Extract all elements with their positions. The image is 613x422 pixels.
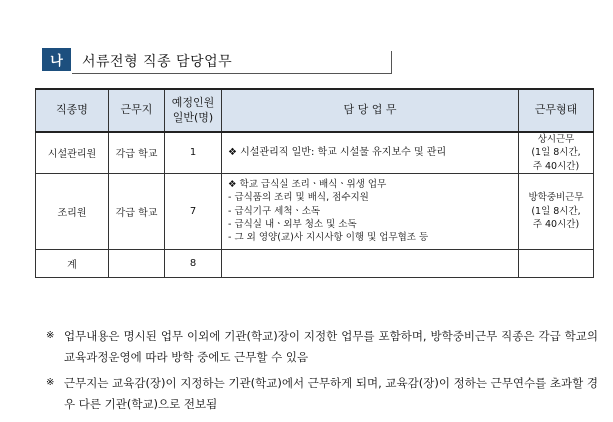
header-planned — [165, 89, 222, 132]
work-type-line: 주 40시간) — [532, 160, 580, 172]
duty-line: - 급식실 내ㆍ외부 청소 및 소독 — [228, 219, 357, 231]
cell-work-type — [519, 173, 594, 249]
header-planned-line2: 일반(명) — [172, 110, 214, 124]
section-title: 서류전형 직종 담당업무 — [82, 54, 233, 70]
note-text: 업무내용은 명시된 업무 이외에 기관(학교)장이 지정한 업무를 포함하며, 방학중비근무 직종은 각급 학교의 교육과정운영에 따라 방학 중에도 근무할 수 있음 — [64, 329, 598, 364]
note-mark: ※ — [46, 377, 55, 389]
work-type-line: (1일 8시간, — [531, 147, 581, 159]
cell-empty — [222, 249, 519, 277]
cell-location: 각급 학교 — [109, 173, 165, 249]
header-job: 직종명 — [36, 89, 109, 132]
work-type-line: (1일 8시간, — [531, 205, 581, 217]
cell-empty — [109, 249, 165, 277]
cell-work-type — [519, 132, 594, 173]
section-underline — [72, 73, 392, 74]
header-location: 근무지 — [109, 89, 165, 132]
duty-line: - 급식기구 세척ㆍ소독 — [228, 205, 321, 217]
duty-line: - 그 외 영양(교)사 지시사항 이행 및 업무협조 등 — [228, 232, 429, 244]
table-total-row — [36, 249, 594, 277]
note-text: 근무지는 교육감(장)이 지정하는 기관(학교)에서 근무하게 되며, 교육감(장)이 정하는 근무연수를 초과할 경우 다른 기관(학교)으로 전보됨 — [64, 376, 598, 412]
cell-job: 시설관리원 — [36, 132, 109, 173]
cell-duty — [222, 132, 519, 173]
table-header-row — [36, 89, 594, 132]
notes — [46, 326, 598, 421]
cell-location: 각급 학교 — [109, 132, 165, 173]
cell-count: 1 — [165, 132, 222, 173]
duty-line: - 급식품의 조리 및 배식, 점수지원 — [228, 192, 369, 204]
header-work-type: 근무형태 — [519, 89, 594, 132]
table-row — [36, 132, 594, 173]
table-row — [36, 173, 594, 249]
header-duty: 담 당 업 무 — [222, 89, 519, 132]
cell-total-label: 계 — [36, 249, 109, 277]
duty-line: ❖ 시설관리직 일반: 학교 시설물 유지보수 및 관리 — [228, 147, 447, 159]
section-badge: 나 — [42, 48, 71, 71]
note-item — [46, 326, 598, 367]
duty-line: ❖ 학교 급식실 조리ㆍ배식ㆍ위생 업무 — [228, 179, 387, 191]
cell-count: 7 — [165, 173, 222, 249]
note-mark: ※ — [46, 330, 55, 341]
cell-empty — [519, 249, 594, 277]
note-item — [46, 373, 598, 414]
work-type-line: 방학중비근무 — [528, 192, 584, 204]
work-type-line: 상시근무 — [537, 134, 575, 145]
job-duty-table — [35, 88, 594, 278]
section-header — [42, 45, 392, 75]
cell-duty — [222, 173, 519, 249]
work-type-line: 주 40시간) — [532, 219, 580, 231]
cell-total-count: 8 — [165, 249, 222, 277]
header-planned-line1: 예정인원 — [171, 96, 215, 110]
section-divider — [391, 51, 392, 74]
cell-job: 조리원 — [36, 173, 109, 249]
